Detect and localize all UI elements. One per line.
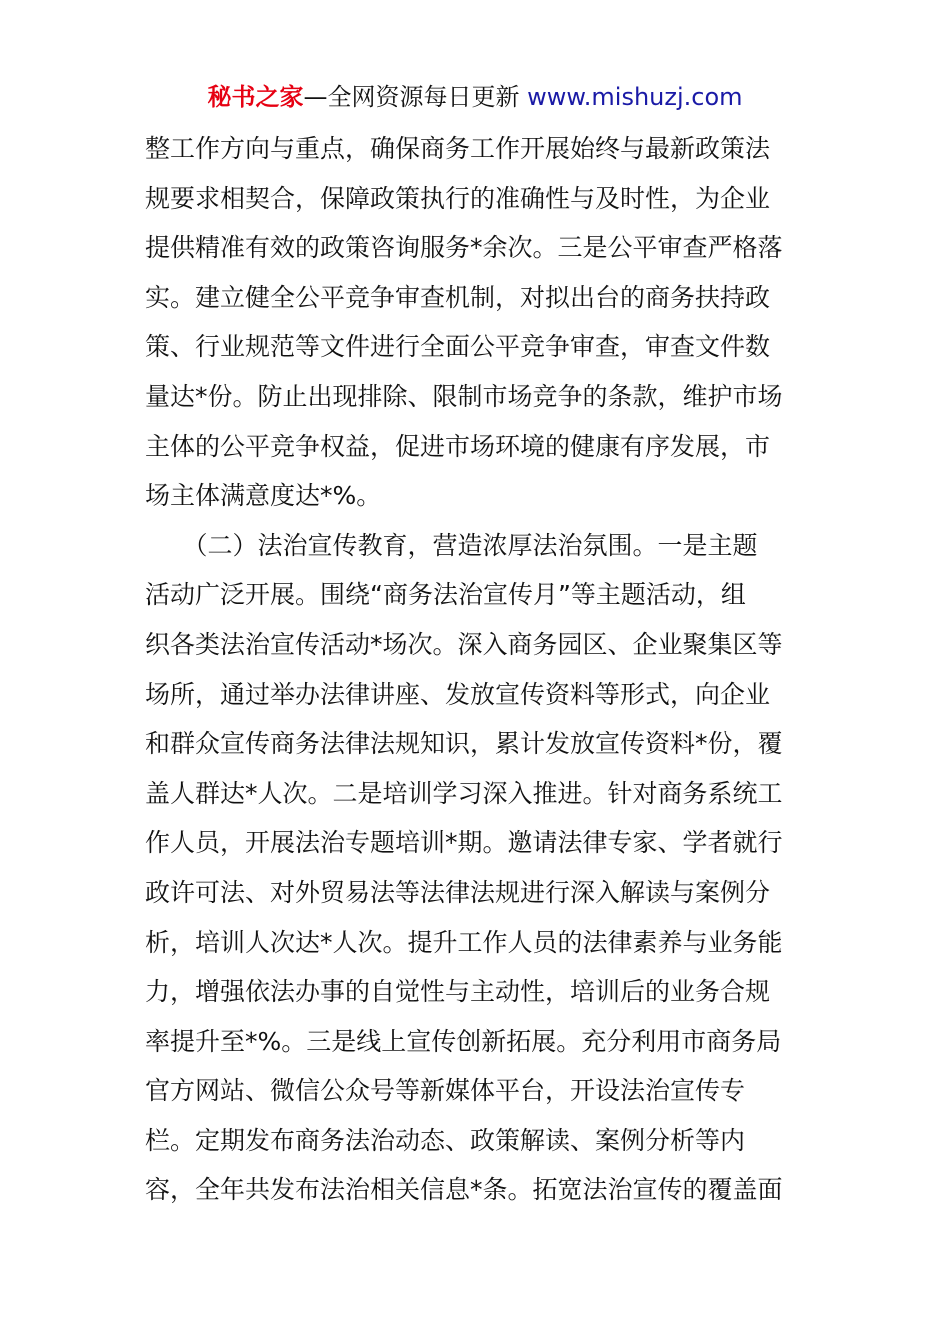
text-line: 和群众宣传商务法律法规知识，累计发放宣传资料*份，覆 xyxy=(145,729,783,759)
text-line: 率提升至*%。三是线上宣传创新拓展。充分利用市商务局 xyxy=(145,1026,782,1056)
text-line: 量达*份。防止出现排除、限制市场竞争的条款，维护市场 xyxy=(145,381,783,411)
text-line: 场所，通过举办法律讲座、发放宣传资料等形式，向企业 xyxy=(145,679,771,709)
text-line: 整工作方向与重点，确保商务工作开展始终与最新政策法 xyxy=(145,134,771,163)
brand-name: 秘书之家 xyxy=(207,83,304,111)
text-line: 规要求相契合，保障政策执行的准确性与及时性，为企业 xyxy=(145,183,771,213)
header-tagline: —全网资源每日更新 xyxy=(303,83,520,111)
text-line: 盖人群达*人次。二是培训学习深入推进。针对商务系统工 xyxy=(145,778,783,808)
section-heading-line: （二）法治宣传教育，营造浓厚法治氛围。一是主题 xyxy=(145,530,758,560)
site-header xyxy=(0,80,950,114)
text-line: 策、行业规范等文件进行全面公平竞争审查，审查文件数 xyxy=(145,332,771,362)
text-line: 主体的公平竞争权益，促进市场环境的健康有序发展，市 xyxy=(145,431,771,461)
text-line: 场主体满意度达*%。 xyxy=(145,481,382,511)
text-line: 实。建立健全公平竞争审查机制，对拟出台的商务扶持政 xyxy=(145,282,771,312)
text-line: 栏。定期发布商务法治动态、政策解读、案例分析等内 xyxy=(145,1125,746,1155)
document-body xyxy=(145,124,810,1215)
text-line: 容，全年共发布法治相关信息*条。拓宽法治宣传的覆盖面 xyxy=(145,1175,783,1205)
site-url-link[interactable]: www.mishuzj.com xyxy=(527,83,743,111)
text-line: 提供精准有效的政策咨询服务*余次。三是公平审查严格落 xyxy=(145,233,783,263)
text-line: 政许可法、对外贸易法等法律法规进行深入解读与案例分 xyxy=(145,877,771,907)
text-line: 力，增强依法办事的自觉性与主动性，培训后的业务合规 xyxy=(145,977,771,1007)
text-line: 活动广泛开展。围绕“商务法治宣传月”等主题活动，组 xyxy=(145,580,746,610)
text-line: 作人员，开展法治专题培训*期。邀请法律专家、学者就行 xyxy=(145,828,783,858)
text-line: 析，培训人次达*人次。提升工作人员的法律素养与业务能 xyxy=(145,927,783,957)
text-line: 官方网站、微信公众号等新媒体平台，开设法治宣传专 xyxy=(145,1076,746,1106)
text-line: 织各类法治宣传活动*场次。深入商务园区、企业聚集区等 xyxy=(145,629,783,659)
